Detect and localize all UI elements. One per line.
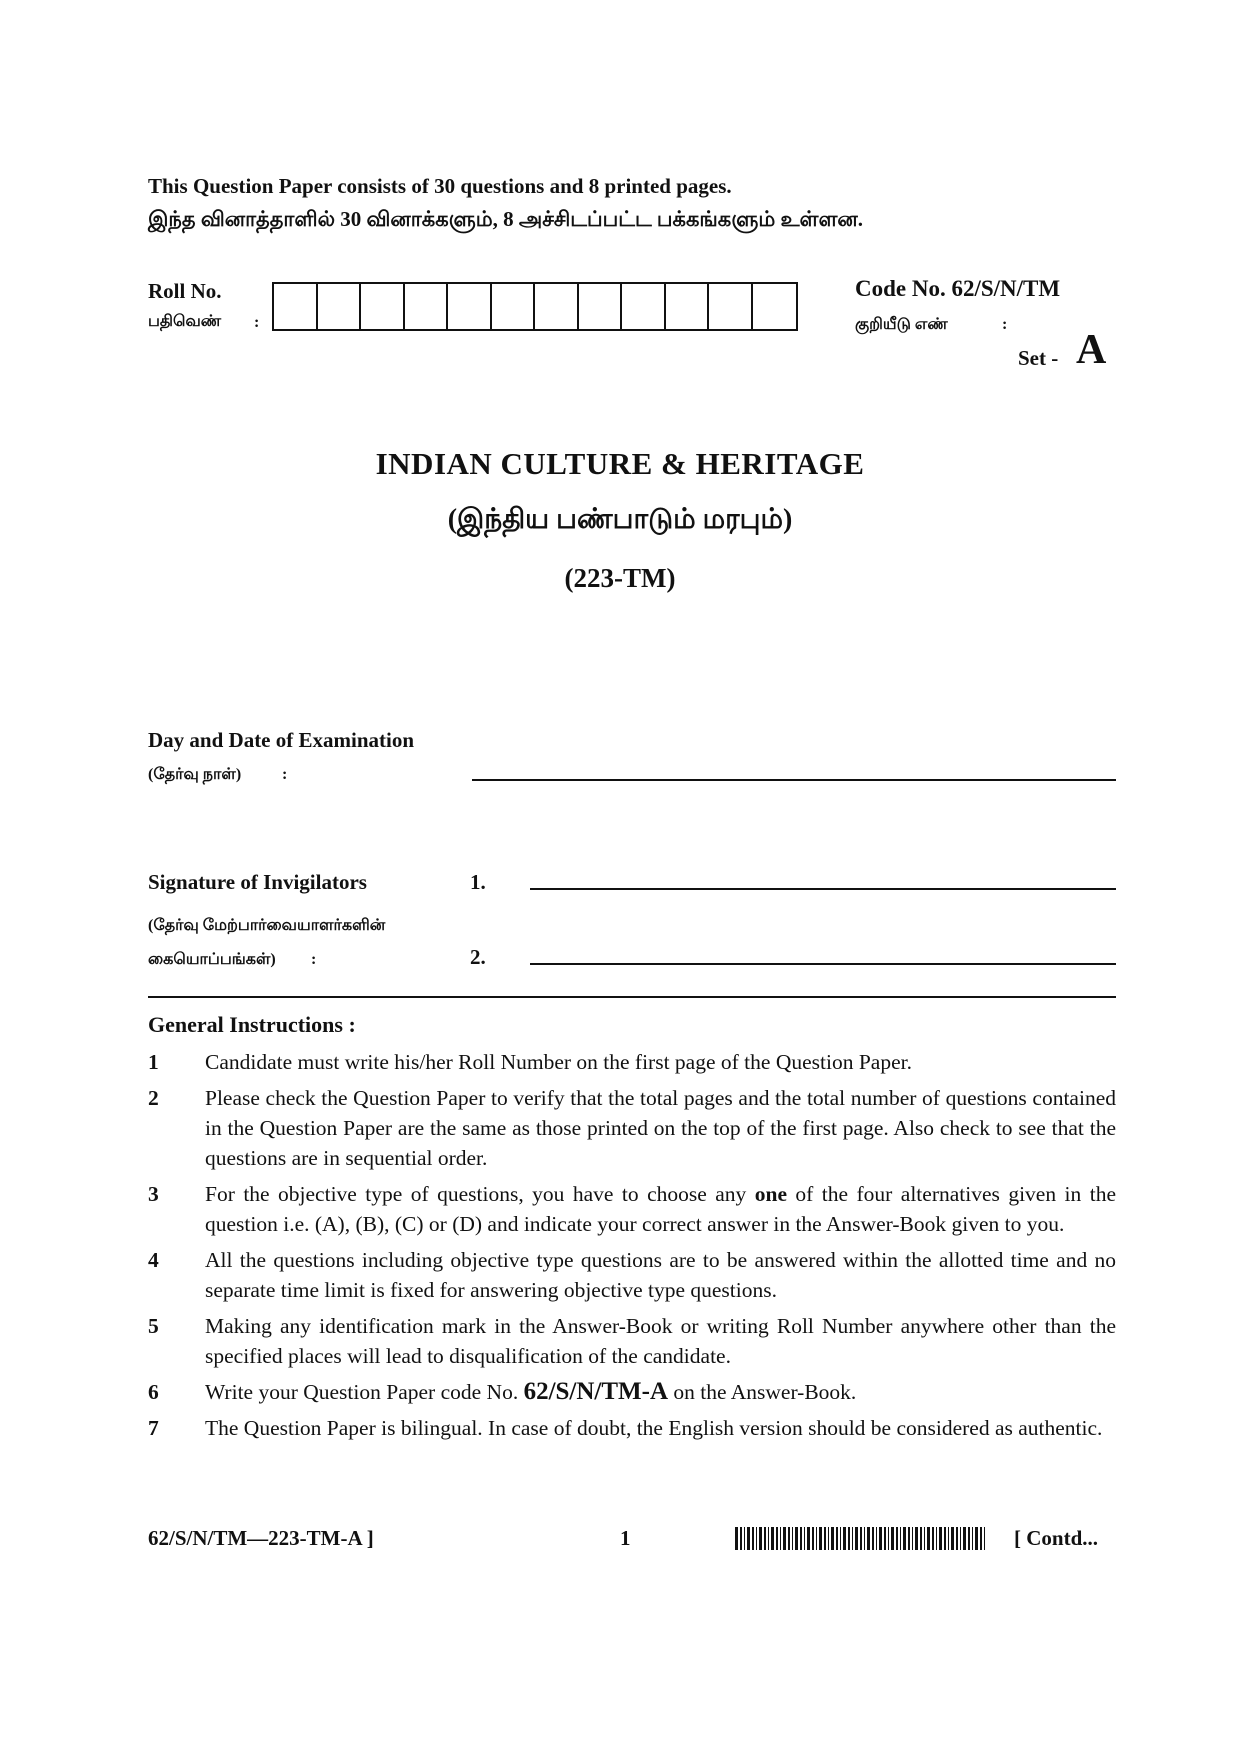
roll-number-box[interactable]	[405, 284, 449, 329]
instruction-number: 1	[148, 1050, 159, 1074]
instruction-text: Please check the Question Paper to verify that the total pages and the total number of questions contained in the Question Paper are the same as those printed on the top of the first page. Also check to see that the questions are in sequential order.	[205, 1086, 1116, 1170]
instruction-text: Making any identification mark in the Answer-Book or writing Roll Number anywhere other than the specified places will lead to disqualification of the candidate.	[205, 1314, 1116, 1368]
roll-number-box[interactable]	[361, 284, 405, 329]
exam-date-label: Day and Date of Examination	[148, 728, 415, 752]
list-item	[148, 1413, 1116, 1443]
subject-title: INDIAN CULTURE & HERITAGE	[375, 446, 865, 481]
general-instructions-title: General Instructions :	[148, 1012, 356, 1037]
roll-number-box[interactable]	[709, 284, 753, 329]
roll-number-box[interactable]	[274, 284, 318, 329]
instruction-number: 7	[148, 1416, 159, 1440]
instruction-text-part: of the four alternatives given in the question i.e. (A), (B), (C) or (D) and indicate your correct answer in the Answer-Book given to you.	[205, 1182, 1116, 1236]
code-number-colon: :	[1002, 316, 1008, 333]
set-letter: A	[1076, 327, 1107, 373]
roll-number-box[interactable]	[579, 284, 623, 329]
roll-number-label-tamil: பதிவெண்	[148, 313, 222, 330]
invigilator-signature-line-1[interactable]	[530, 888, 1116, 890]
roll-number-box[interactable]	[535, 284, 579, 329]
instruction-text	[205, 1377, 1116, 1407]
instruction-number: 4	[148, 1248, 159, 1272]
list-item	[148, 1377, 1116, 1407]
list-item	[148, 1179, 1116, 1239]
roll-number-boxes[interactable]	[272, 282, 798, 331]
instruction-text-part: For the objective type of questions, you have to choose any	[205, 1182, 755, 1206]
list-item	[148, 1047, 1116, 1077]
paper-info-tamil: இந்த வினாத்தாளில் 30 வினாக்களும், 8 அச்சிடப்பட்ட பக்கங்களும் உள்ளன.	[148, 207, 864, 231]
subject-title-tamil: (இந்திய பண்பாடும் மரபும்)	[447, 504, 793, 535]
instruction-number: 5	[148, 1314, 159, 1338]
invigilator-number-1: 1.	[470, 870, 486, 894]
invigilator-signature-label-tamil-1: (தேர்வு மேற்பார்வையாளர்களின்	[148, 917, 386, 934]
instruction-text: Candidate must write his/her Roll Number on the first page of the Question Paper.	[205, 1050, 912, 1074]
roll-number-box[interactable]	[492, 284, 536, 329]
invigilator-signature-line-2[interactable]	[530, 963, 1116, 965]
instruction-emphasis: one	[754, 1182, 787, 1206]
exam-date-line[interactable]	[472, 779, 1116, 781]
exam-date-colon: :	[282, 766, 288, 783]
invigilator-signature-label: Signature of Invigilators	[148, 870, 367, 894]
code-number-label-tamil: குறியீடு எண்	[855, 316, 948, 333]
instruction-number: 2	[148, 1086, 159, 1110]
roll-number-box[interactable]	[622, 284, 666, 329]
roll-number-box[interactable]	[666, 284, 710, 329]
exam-date-label-tamil: (தேர்வு நாள்)	[148, 766, 242, 783]
invigilator-signature-colon: :	[311, 951, 317, 968]
code-number: Code No. 62/S/N/TM	[855, 276, 1061, 301]
roll-number-colon: :	[254, 314, 260, 331]
question-paper-code: 62/S/N/TM-A	[523, 1378, 669, 1405]
roll-number-box[interactable]	[753, 284, 797, 329]
roll-number-box[interactable]	[318, 284, 362, 329]
instruction-text: The Question Paper is bilingual. In case of doubt, the English version should be considered as authentic.	[205, 1416, 1103, 1440]
list-item	[148, 1245, 1116, 1305]
invigilator-signature-label-tamil-2: கையொப்பங்கள்)	[148, 951, 276, 968]
footer-paper-code: 62/S/N/TM—223-TM-A ]	[148, 1526, 374, 1550]
instruction-text: All the questions including objective type questions are to be answered within the allotted time and no separate time limit is fixed for answering objective type questions.	[205, 1248, 1116, 1302]
continued-label: [ Contd...	[1014, 1526, 1099, 1550]
instruction-text	[205, 1179, 1116, 1239]
roll-number-label: Roll No.	[148, 279, 222, 303]
list-item	[148, 1311, 1116, 1371]
instructions-list	[148, 1047, 1116, 1449]
page-number: 1	[620, 1526, 631, 1550]
invigilator-number-2: 2.	[470, 945, 486, 969]
instruction-text-part: on the Answer-Book.	[668, 1380, 857, 1404]
subject-code: (223-TM)	[564, 563, 676, 593]
paper-info-english: This Question Paper consists of 30 questions and 8 printed pages.	[148, 174, 732, 198]
section-divider	[148, 996, 1116, 998]
barcode-icon	[735, 1527, 987, 1550]
list-item	[148, 1083, 1116, 1173]
roll-number-box[interactable]	[448, 284, 492, 329]
instruction-number: 6	[148, 1380, 159, 1404]
set-label: Set -	[1018, 346, 1059, 370]
instruction-text-part: Write your Question Paper code No.	[205, 1380, 524, 1404]
instruction-number: 3	[148, 1182, 159, 1206]
